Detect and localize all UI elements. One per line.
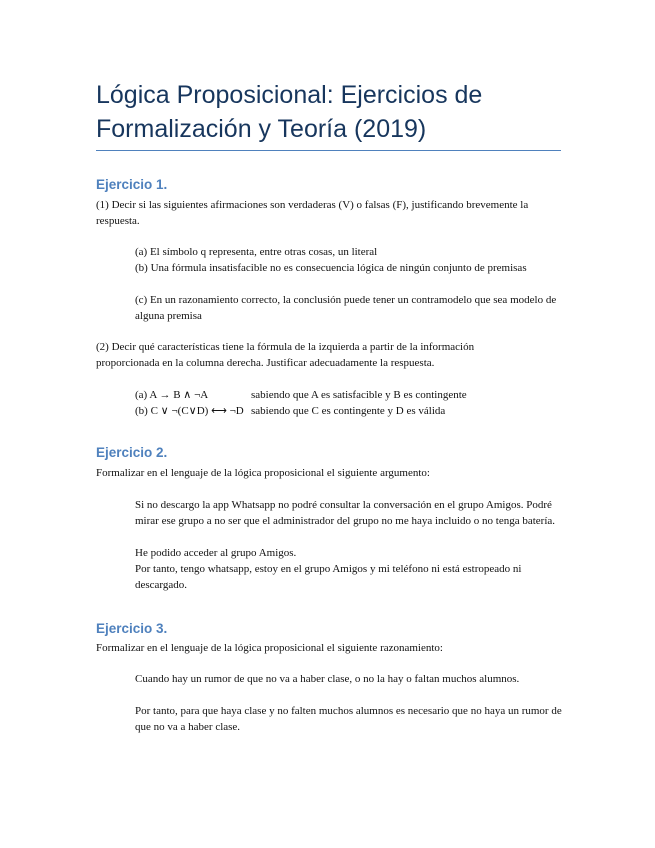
formula-b: (b) C ∨ ¬(C∨D) ⟷ ¬D: [135, 405, 244, 417]
ejercicio-1-item-c: (c) En un razonamiento correcto, la conclusión puede tener un contramodelo que sea modelo de alguna premisa: [135, 294, 557, 322]
formula-a-condition: sabiendo que A es satisfacible y B es contingente: [251, 389, 467, 401]
ejercicio-2-heading: Ejercicio 2.: [96, 445, 168, 460]
page-title: Lógica Proposicional: Ejercicios de Formalización y Teoría (2019): [96, 81, 483, 143]
ejercicio-3-heading: Ejercicio 3.: [96, 621, 168, 636]
ejercicio-3-line-2: Por tanto, para que haya clase y no falten muchos alumnos es necesario que no haya un rumor de que no va a haber clase.: [135, 705, 562, 733]
ejercicio-1-question-2: (2) Decir qué características tiene la fórmula de la izquierda a partir de la información proporcionada en la columna derecha. Justificar adecuadamente la respuesta.: [96, 341, 475, 369]
ejercicio-2-line-1: Si no descargo la app Whatsapp no podré consultar la conversación en el grupo Amigos. Podré mirar ese grupo a no ser que el administrador del grupo no me haya incluido o no tenga batería.: [135, 499, 556, 527]
ejercicio-1-question-1: (1) Decir si las siguientes afirmaciones son verdaderas (V) o falsas (F), justificando brevemente la respuesta.: [96, 199, 529, 227]
ejercicio-3-intro: Formalizar en el lenguaje de la lógica proposicional el siguiente razonamiento:: [96, 642, 443, 654]
formula-b-condition: sabiendo que C es contingente y D es válida: [251, 405, 446, 417]
ejercicio-2-line-2: He podido acceder al grupo Amigos.: [135, 547, 297, 559]
title-divider: [96, 150, 561, 151]
ejercicio-1-heading: Ejercicio 1.: [96, 177, 168, 192]
ejercicio-3-line-1: Cuando hay un rumor de que no va a haber clase, o no la hay o faltan muchos alumnos.: [135, 673, 520, 685]
ejercicio-1-item-b: (b) Una fórmula insatisfacible no es consecuencia lógica de ningún conjunto de premisas: [135, 262, 527, 274]
ejercicio-2-line-3: Por tanto, tengo whatsapp, estoy en el grupo Amigos y mi teléfono ni está estropeado ni descargado.: [135, 563, 522, 591]
formula-a: (a) A → B ∧ ¬A: [135, 389, 209, 401]
ejercicio-2-intro: Formalizar en el lenguaje de la lógica proposicional el siguiente argumento:: [96, 467, 430, 479]
ejercicio-1-item-a: (a) El símbolo q representa, entre otras cosas, un literal: [135, 246, 378, 258]
